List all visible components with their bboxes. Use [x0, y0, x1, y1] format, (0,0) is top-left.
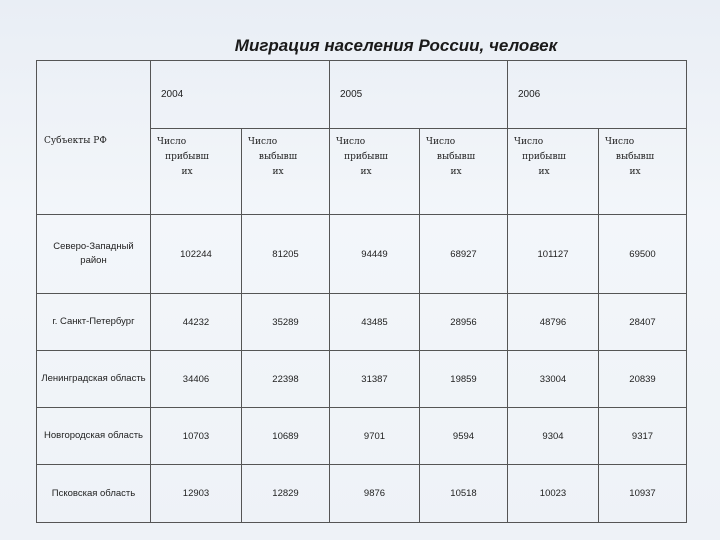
value-cell: 33004	[508, 351, 599, 408]
value-cell: 10703	[151, 408, 242, 465]
value-cell: 9876	[330, 465, 420, 523]
region-cell: Псковская область	[37, 465, 151, 523]
value-cell: 31387	[330, 351, 420, 408]
value-cell: 10937	[599, 465, 687, 523]
value-cell: 19859	[420, 351, 508, 408]
value-cell: 10689	[242, 408, 330, 465]
col-head-arrived-2005: Число прибывш их	[330, 129, 420, 215]
migration-table	[36, 60, 687, 523]
value-cell: 81205	[242, 215, 330, 294]
table-row	[37, 465, 687, 523]
region-cell: Северо-Западный район	[37, 215, 151, 294]
value-cell: 12829	[242, 465, 330, 523]
region-cell: Ленинградская область	[37, 351, 151, 408]
col-head-departed-2005: Число выбывш их	[420, 129, 508, 215]
subject-header-label: Субъекты РФ	[44, 136, 107, 146]
value-cell: 10023	[508, 465, 599, 523]
value-cell: 68927	[420, 215, 508, 294]
value-cell: 9317	[599, 408, 687, 465]
value-cell: 9594	[420, 408, 508, 465]
region-cell: Новгородская область	[37, 408, 151, 465]
value-cell: 9304	[508, 408, 599, 465]
value-cell: 34406	[151, 351, 242, 408]
value-cell: 101127	[508, 215, 599, 294]
table-row	[37, 294, 687, 351]
table-row	[37, 408, 687, 465]
value-cell: 9701	[330, 408, 420, 465]
value-cell: 28407	[599, 294, 687, 351]
col-head-arrived-2006: Число прибывш их	[508, 129, 599, 215]
table-row	[37, 351, 687, 408]
value-cell: 44232	[151, 294, 242, 351]
value-cell: 20839	[599, 351, 687, 408]
value-cell: 10518	[420, 465, 508, 523]
value-cell: 48796	[508, 294, 599, 351]
table-row	[37, 215, 687, 294]
value-cell: 22398	[242, 351, 330, 408]
value-cell: 35289	[242, 294, 330, 351]
year-header-row	[37, 61, 687, 129]
region-cell: г. Санкт-Петербург	[37, 294, 151, 351]
page-title: Миграция населения России, человек	[234, 36, 558, 55]
col-head-departed-2006: Число выбывш их	[599, 129, 687, 215]
value-cell: 12903	[151, 465, 242, 523]
value-cell: 94449	[330, 215, 420, 294]
col-head-arrived-2004: Число прибывш их	[151, 129, 242, 215]
year-header-2006: 2006	[508, 61, 687, 129]
year-header-2004: 2004	[151, 61, 330, 129]
value-cell: 43485	[330, 294, 420, 351]
value-cell: 102244	[151, 215, 242, 294]
value-cell: 28956	[420, 294, 508, 351]
col-head-departed-2004: Число выбывш их	[242, 129, 330, 215]
year-header-2005: 2005	[330, 61, 508, 129]
value-cell: 69500	[599, 215, 687, 294]
